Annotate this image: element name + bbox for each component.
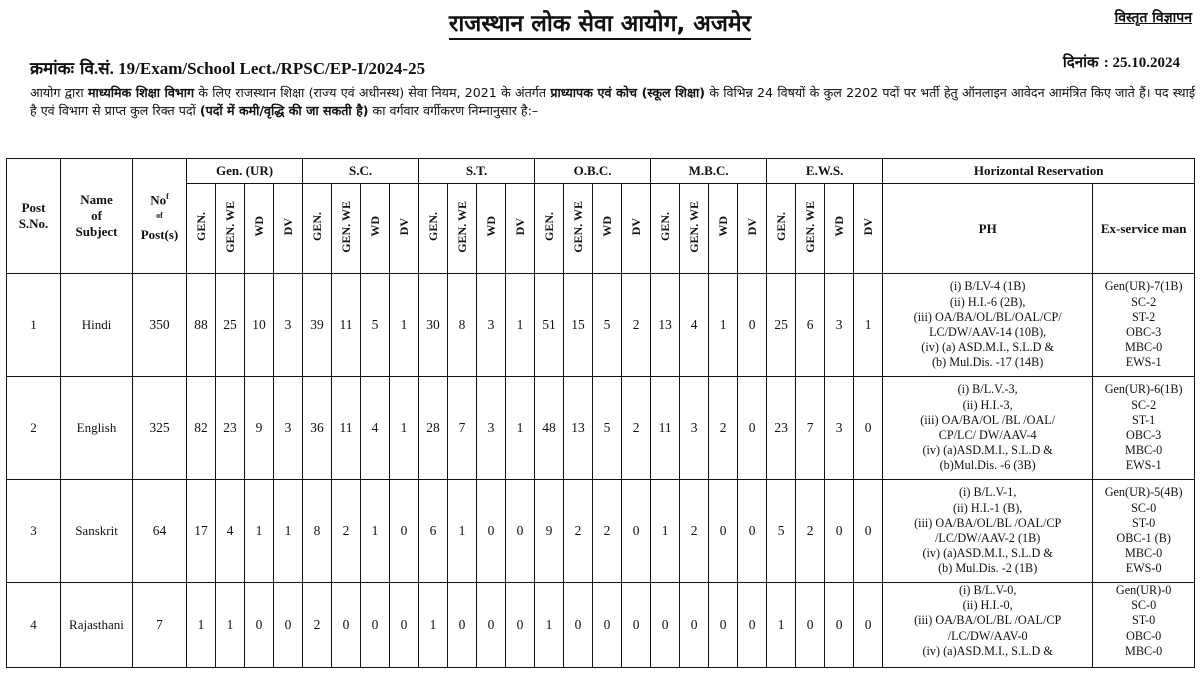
vacancy-cell: 0 — [651, 583, 680, 668]
exsm-line: SC-2 — [1131, 397, 1157, 412]
vacancy-cell: 82 — [187, 377, 216, 480]
exsm-line: SC-0 — [1131, 598, 1157, 613]
ph-reservation-cell — [883, 274, 1093, 377]
vacancy-cell: 1 — [506, 274, 535, 377]
vacancy-cell: 0 — [332, 583, 361, 668]
vacancy-cell: 11 — [332, 377, 361, 480]
reference-label: क्रमांकः — [30, 59, 75, 79]
ph-line: (iv) (a)ASD.M.I., S.L.D & — [922, 643, 1053, 658]
subcol-header-gen-gen: GEN. — [187, 184, 216, 274]
subcol-header-gen-gen-we: GEN. WE — [216, 184, 245, 274]
subcol-header-mbc-dv: DV — [738, 184, 767, 274]
vacancy-cell: 1 — [274, 480, 303, 583]
vacancy-cell: 28 — [419, 377, 448, 480]
vacancy-cell: 0 — [854, 480, 883, 583]
exsm-line: EWS-0 — [1125, 561, 1162, 576]
exservicemen-reservation-cell — [1093, 377, 1195, 480]
vacancy-cell: 1 — [390, 377, 419, 480]
vacancy-cell: 88 — [187, 274, 216, 377]
vacancy-cell: 0 — [796, 583, 825, 668]
subject-cell: Rajasthani — [61, 583, 133, 668]
vacancy-cell: 1 — [187, 583, 216, 668]
vacancy-cell: 39 — [303, 274, 332, 377]
group-header-horizontal: Horizontal Reservation — [883, 159, 1195, 184]
ph-line: (i) B/LV-4 (1B) — [949, 279, 1026, 294]
vacancy-cell: 0 — [709, 583, 738, 668]
ph-line: LC/DW/AAV-14 (10B), — [929, 325, 1047, 339]
vacancy-cell: 10 — [245, 274, 274, 377]
exservicemen-reservation-cell — [1093, 583, 1195, 668]
ph-line: (i) B/L.V-0, — [958, 583, 1017, 597]
group-header-st: S.T. — [419, 159, 535, 184]
vacancy-cell: 2 — [796, 480, 825, 583]
vacancy-cell: 17 — [187, 480, 216, 583]
exsm-line: OBC-0 — [1126, 628, 1162, 643]
posts-cell: 7 — [133, 583, 187, 668]
subcol-header-obc-dv: DV — [622, 184, 651, 274]
intro-text-1: आयोग द्वारा — [30, 85, 88, 100]
group-header-obc: O.B.C. — [535, 159, 651, 184]
vacancy-cell: 0 — [738, 274, 767, 377]
subcol-header-mbc-wd: WD — [709, 184, 738, 274]
table-row — [7, 377, 1195, 480]
ph-line: (ii) H.I.-3, — [962, 397, 1013, 412]
vacancy-cell: 0 — [854, 377, 883, 480]
post-sno-cell: 2 — [7, 377, 61, 480]
col-header-exsm: Ex-service man — [1093, 184, 1195, 274]
vacancy-cell: 51 — [535, 274, 564, 377]
exsm-line: Gen(UR)-0 — [1115, 583, 1172, 597]
ph-line: (iii) OA/BA/OL/BL /OAL/CP — [914, 613, 1062, 628]
vacancy-cell: 1 — [419, 583, 448, 668]
group-header-sc: S.C. — [303, 159, 419, 184]
exsm-line: OBC-3 — [1126, 428, 1162, 442]
vacancy-cell: 6 — [796, 274, 825, 377]
ph-line: (ii) H.I.-6 (2B), — [949, 294, 1026, 309]
vacancy-cell: 0 — [274, 583, 303, 668]
reference-number — [30, 56, 425, 79]
vacancy-cell: 4 — [361, 377, 390, 480]
posts-cell: 64 — [133, 480, 187, 583]
ph-line: /LC/DW/AAV-0 — [947, 628, 1028, 643]
exsm-line: ST-0 — [1132, 515, 1156, 530]
vacancy-cell: 3 — [477, 377, 506, 480]
subject-cell: English — [61, 377, 133, 480]
table-row — [7, 480, 1195, 583]
vacancy-cell: 0 — [709, 480, 738, 583]
ph-line: (iv) (a)ASD.M.I., S.L.D & — [922, 546, 1053, 561]
vacancy-cell: 4 — [680, 274, 709, 377]
post-sno-cell: 3 — [7, 480, 61, 583]
subcol-header-ews-gen-we: GEN. WE — [796, 184, 825, 274]
vacancy-cell: 2 — [680, 480, 709, 583]
subcol-header-ews-dv: DV — [854, 184, 883, 274]
ph-line: (b)Mul.Dis. -6 (3B) — [939, 458, 1036, 473]
ph-line: (ii) H.I.-1 (B), — [952, 500, 1023, 515]
vacancy-cell: 5 — [767, 480, 796, 583]
subcol-header-sc-gen-we: GEN. WE — [332, 184, 361, 274]
vacancy-cell: 36 — [303, 377, 332, 480]
ph-line: /LC/DW/AAV-2 (1B) — [935, 531, 1041, 545]
ph-line: (iii) OA/BA/OL/BL /OAL/CP — [914, 515, 1062, 530]
vacancy-cell: 3 — [274, 377, 303, 480]
vacancy-cell: 0 — [390, 480, 419, 583]
vacancy-table — [6, 158, 1195, 668]
subcol-header-st-dv: DV — [506, 184, 535, 274]
document-title: राजस्थान लोक सेवा आयोग, अजमेर — [0, 6, 1200, 38]
post-sno-cell: 4 — [7, 583, 61, 668]
vacancy-cell: 0 — [738, 480, 767, 583]
exsm-line: MBC-0 — [1125, 643, 1163, 658]
group-header-mbc: M.B.C. — [651, 159, 767, 184]
exsm-line: MBC-0 — [1125, 546, 1163, 561]
vacancy-cell: 1 — [709, 274, 738, 377]
vacancy-cell: 13 — [564, 377, 593, 480]
exsm-line: ST-1 — [1132, 412, 1156, 427]
exsm-line: Gen(UR)-6(1B) — [1104, 382, 1183, 397]
vacancy-cell: 9 — [535, 480, 564, 583]
vacancy-cell: 7 — [796, 377, 825, 480]
intro-bold-1: माध्यमिक शिक्षा विभाग — [87, 85, 195, 100]
vacancy-cell: 7 — [448, 377, 477, 480]
vacancy-cell: 1 — [216, 583, 245, 668]
vacancy-cell: 0 — [361, 583, 390, 668]
group-header-gen: Gen. (UR) — [187, 159, 303, 184]
vacancy-cell: 0 — [593, 583, 622, 668]
vacancy-cell: 3 — [274, 274, 303, 377]
subcol-header-mbc-gen: GEN. — [651, 184, 680, 274]
col-header-subject: Name of Subject — [61, 159, 133, 274]
group-header-ews: E.W.S. — [767, 159, 883, 184]
vacancy-cell: 5 — [593, 274, 622, 377]
col-header-ph: PH — [883, 184, 1093, 274]
intro-text-4: का वर्गवार वर्गीकरण निम्नानुसार है:– — [368, 103, 539, 118]
vacancy-cell: 2 — [622, 274, 651, 377]
vacancy-cell: 1 — [506, 377, 535, 480]
ph-line: (iii) OA/BA/OL /BL /OAL/ — [920, 412, 1056, 427]
exsm-line: SC-0 — [1131, 500, 1157, 515]
vacancy-cell: 0 — [506, 583, 535, 668]
exsm-line: EWS-1 — [1125, 355, 1162, 370]
intro-text-2: के लिए राजस्थान शिक्षा (राज्य एवं अधीनस्थ) सेवा नियम, 2021 के अंतर्गत — [194, 85, 551, 100]
subcol-header-ews-wd: WD — [825, 184, 854, 274]
vacancy-cell: 2 — [303, 583, 332, 668]
exservicemen-reservation-cell — [1093, 480, 1195, 583]
vacancy-cell: 2 — [593, 480, 622, 583]
vacancy-cell: 3 — [680, 377, 709, 480]
post-sno-cell: 1 — [7, 274, 61, 377]
subcol-header-sc-dv: DV — [390, 184, 419, 274]
vacancy-cell: 0 — [680, 583, 709, 668]
table-row — [7, 583, 1195, 668]
subcol-header-obc-wd: WD — [593, 184, 622, 274]
vacancy-cell: 13 — [651, 274, 680, 377]
vacancy-cell: 2 — [622, 377, 651, 480]
vacancy-cell: 0 — [738, 583, 767, 668]
exsm-line: MBC-0 — [1125, 443, 1163, 458]
exsm-line: OBC-3 — [1126, 325, 1162, 339]
vacancy-cell: 0 — [622, 480, 651, 583]
ph-reservation-cell — [883, 480, 1093, 583]
advertisement-badge: विस्तृत विज्ञापन — [1114, 10, 1192, 26]
vacancy-cell: 48 — [535, 377, 564, 480]
col-header-posts: No$^f$ $^{of}$ Post(s) — [133, 159, 187, 274]
vacancy-cell: 0 — [448, 583, 477, 668]
ph-line: (b) Mul.Dis. -17 (14B) — [931, 355, 1044, 370]
ph-line: CP/LC/ DW/AAV-4 — [938, 428, 1037, 442]
vacancy-cell: 11 — [651, 377, 680, 480]
ph-line: (b) Mul.Dis. -2 (1B) — [938, 561, 1038, 576]
ph-reservation-cell — [883, 583, 1093, 668]
exsm-line: OBC-1 (B) — [1116, 531, 1171, 545]
vacancy-cell: 30 — [419, 274, 448, 377]
posts-cell: 350 — [133, 274, 187, 377]
vacancy-cell: 0 — [564, 583, 593, 668]
subcol-header-ews-gen: GEN. — [767, 184, 796, 274]
vacancy-cell: 5 — [593, 377, 622, 480]
vacancy-cell: 0 — [825, 583, 854, 668]
vacancy-cell: 1 — [854, 274, 883, 377]
subject-cell: Hindi — [61, 274, 133, 377]
vacancy-cell: 0 — [245, 583, 274, 668]
subcol-header-sc-wd: WD — [361, 184, 390, 274]
ph-line: (ii) H.I.-0, — [962, 598, 1013, 613]
ph-line: (iv) (a)ASD.M.I., S.L.D & — [922, 443, 1053, 458]
vacancy-cell: 23 — [216, 377, 245, 480]
vacancy-cell: 9 — [245, 377, 274, 480]
subcol-header-st-gen-we: GEN. WE — [448, 184, 477, 274]
exsm-line: EWS-1 — [1125, 458, 1162, 473]
ph-line: (i) B/L.V-1, — [958, 485, 1017, 500]
exsm-line: MBC-0 — [1125, 340, 1163, 355]
subcol-header-gen-wd: WD — [245, 184, 274, 274]
vacancy-cell: 1 — [651, 480, 680, 583]
issue-date — [1063, 52, 1180, 72]
vacancy-cell: 1 — [390, 274, 419, 377]
intro-paragraph — [30, 84, 1195, 120]
subcol-header-mbc-gen-we: GEN. WE — [680, 184, 709, 274]
vacancy-cell: 8 — [448, 274, 477, 377]
reference-value: वि.सं. 19/Exam/School Lect./RPSC/EP-I/2024-25 — [80, 59, 426, 78]
vacancy-cell: 3 — [825, 377, 854, 480]
vacancy-cell: 3 — [477, 274, 506, 377]
date-value: : 25.10.2024 — [1103, 55, 1180, 71]
vacancy-cell: 15 — [564, 274, 593, 377]
col-header-sno: Post S.No. — [7, 159, 61, 274]
intro-bold-2: प्राध्यापक एवं कोच (स्कूल शिक्षा) — [550, 85, 706, 100]
exsm-line: SC-2 — [1131, 294, 1157, 309]
exsm-line: Gen(UR)-5(4B) — [1104, 485, 1183, 500]
ph-reservation-cell — [883, 377, 1093, 480]
vacancy-cell: 1 — [245, 480, 274, 583]
vacancy-cell: 11 — [332, 274, 361, 377]
subcol-header-st-wd: WD — [477, 184, 506, 274]
ph-line: (iii) OA/BA/OL/BL/OAL/CP/ — [913, 309, 1062, 324]
vacancy-cell: 0 — [477, 583, 506, 668]
date-label: दिनांक — [1062, 53, 1099, 71]
intro-text-3: के विभिन्न 24 विषयों के कुल 2202 पदों पर भर्ती हेतु ऑनलाइन आवेदन आमंत्रित किए जाते हैं। पद स्थाई है एवं विभाग से प्राप्त कुल रिक्त पदों — [30, 85, 1196, 118]
vacancy-cell: 23 — [767, 377, 796, 480]
vacancy-cell: 1 — [361, 480, 390, 583]
vacancy-cell: 0 — [390, 583, 419, 668]
exservicemen-reservation-cell — [1093, 274, 1195, 377]
vacancy-cell: 4 — [216, 480, 245, 583]
subcol-header-gen-dv: DV — [274, 184, 303, 274]
vacancy-cell: 0 — [506, 480, 535, 583]
exsm-line: Gen(UR)-7(1B) — [1104, 279, 1183, 294]
vacancy-cell: 0 — [738, 377, 767, 480]
vacancy-cell: 6 — [419, 480, 448, 583]
vacancy-cell: 0 — [622, 583, 651, 668]
vacancy-cell: 0 — [477, 480, 506, 583]
vacancy-cell: 2 — [709, 377, 738, 480]
exsm-line: ST-2 — [1132, 309, 1156, 324]
vacancy-cell: 0 — [825, 480, 854, 583]
vacancy-cell: 8 — [303, 480, 332, 583]
posts-cell: 325 — [133, 377, 187, 480]
ph-line: (i) B/L.V.-3, — [957, 382, 1018, 397]
vacancy-cell: 25 — [216, 274, 245, 377]
vacancy-cell: 1 — [448, 480, 477, 583]
subcol-header-sc-gen: GEN. — [303, 184, 332, 274]
vacancy-cell: 1 — [767, 583, 796, 668]
subcol-header-st-gen: GEN. — [419, 184, 448, 274]
vacancy-cell: 1 — [535, 583, 564, 668]
table-row — [7, 274, 1195, 377]
vacancy-cell: 2 — [564, 480, 593, 583]
subcol-header-obc-gen: GEN. — [535, 184, 564, 274]
intro-bold-3: (पदों में कमी/वृद्धि की जा सकती है) — [199, 103, 369, 118]
exsm-line: ST-0 — [1132, 613, 1156, 628]
vacancy-cell: 3 — [825, 274, 854, 377]
vacancy-cell: 25 — [767, 274, 796, 377]
vacancy-cell: 5 — [361, 274, 390, 377]
vacancy-cell: 2 — [332, 480, 361, 583]
ph-line: (iv) (a) ASD.M.I., S.L.D & — [921, 340, 1054, 355]
subject-cell: Sanskrit — [61, 480, 133, 583]
vacancy-cell: 0 — [854, 583, 883, 668]
subcol-header-obc-gen-we: GEN. WE — [564, 184, 593, 274]
